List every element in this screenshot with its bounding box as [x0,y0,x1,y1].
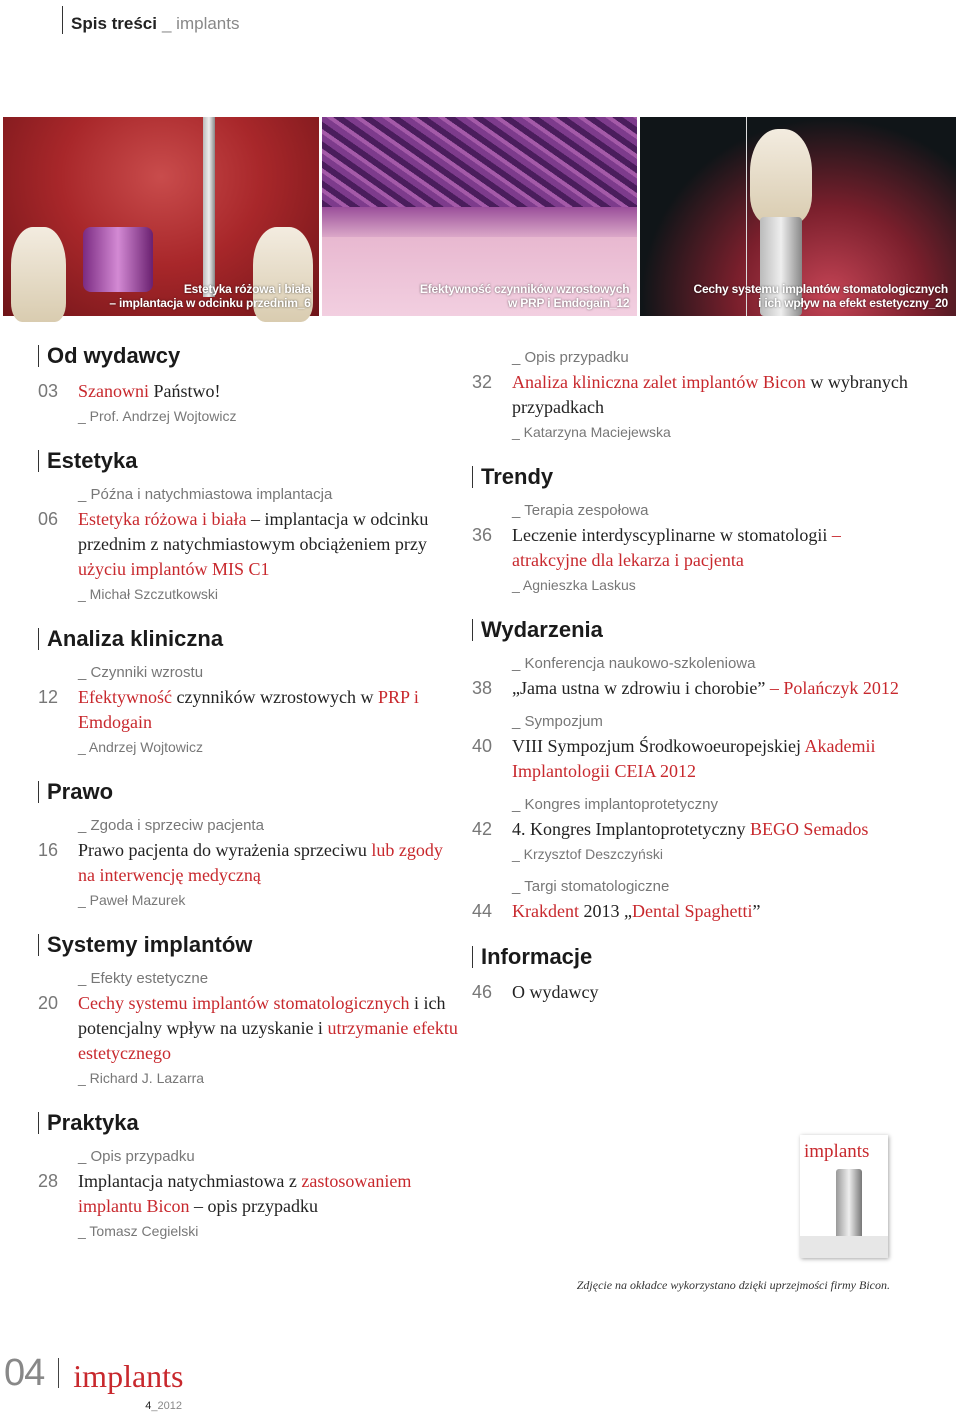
title-text: – opis przypadku [189,1196,318,1216]
entry-body [78,507,458,606]
entry-kicker: _ Zgoda i sprzeciw pacjenta [78,817,264,834]
page-header [62,6,239,34]
photo-caption-line: – implantacja w odcinku przednim_6 [109,296,311,310]
title-highlight: Cechy systemu implantów stomatologicznych [78,993,410,1013]
section-title: Estetyka [38,450,458,472]
title-highlight: utrzymanie efektu estetycznego [78,1018,458,1063]
title-text: i ich potencjalny wpływ na uzyskanie i [78,993,446,1038]
section-trendy [472,466,912,597]
photo-caption-line: Estetyka różowa i biała [183,282,311,296]
entry-title [512,370,912,420]
section-systemy-implantow [38,934,458,1090]
toc-entry[interactable] [472,734,912,784]
entry-author: _ Agnieszka Laskus [512,577,636,593]
entry-kicker: _ Terapia zespołowa [512,502,649,519]
entry-body [78,1169,458,1243]
toc-entry[interactable] [38,1169,458,1243]
photo-caption-line: w PRP i Emdogain_12 [507,296,630,310]
crown-shape [750,129,812,224]
title-highlight: Efektywność [78,687,172,707]
section-od-wydawcy [38,345,458,428]
entry-title: O wydawcy [512,982,599,1002]
magazine-cover-thumbnail [800,1135,888,1258]
entry-body [512,980,912,1005]
title-highlight: użyciu implantów MIS C1 [78,559,270,579]
toc-entry[interactable] [472,899,912,924]
title-text: 4. Kongres Implantoprotetyczny [512,819,750,839]
toc-entry[interactable] [472,980,912,1005]
entry-author: _ Paweł Mazurek [78,892,186,908]
cover-caption: Zdjęcie na okładce wykorzystano dzięki uprzejmości firmy Bicon. [576,1278,890,1292]
title-highlight: lub zgody na interwencję medyczną [78,840,443,885]
section-title: Trendy [472,466,912,488]
entry-body [78,379,458,428]
entry-title [78,991,458,1066]
photo-caption [693,282,948,310]
title-highlight: Akademii Implantologii CEIA 2012 [512,736,876,781]
title-text: Państwo! [149,381,221,401]
section-title: Analiza kliniczna [38,628,458,650]
entry-title [78,685,458,735]
toc-entry[interactable] [472,523,912,597]
section-title: Systemy implantów [38,934,458,956]
entry-body [512,899,912,924]
page-number: 44 [472,901,493,921]
page-number: 42 [472,819,493,839]
entry-title [512,899,912,924]
entry-body [512,370,912,444]
footer-page-number: 04 [4,1352,45,1394]
page-number: 36 [472,525,493,545]
cover-footer-bar [800,1236,888,1258]
title-text: ” [752,901,761,921]
page-number: 12 [38,687,59,707]
section-wydarzenia [472,619,912,924]
section-title: Wydarzenia [472,619,912,641]
entry-author: _ Krzysztof Deszczyński [512,846,663,862]
footer-issue-number: 4 [145,1400,152,1412]
entry-author: _ Katarzyna Maciejewska [512,424,671,440]
toc-right-column [472,345,912,1027]
entry-kicker: _ Kongres implantoprotetyczny [512,796,718,813]
entry-body [512,676,912,701]
entry-kicker: _ Czynniki wzrostu [78,664,204,681]
toc-entry[interactable] [472,676,912,701]
entry-body [78,685,458,759]
section-praktyka [38,1112,458,1243]
entry-title [512,523,912,573]
footer-brand-text: implants [73,1358,184,1394]
title-highlight: Estetyka różowa i biała [78,509,247,529]
section-opis-przypadku [472,347,912,444]
page-number: 06 [38,509,59,529]
entry-title [512,817,912,842]
footer-issue-year: _2012 [151,1400,182,1412]
photo-caption [420,282,629,310]
page-number: 28 [38,1171,59,1191]
instrument-shape [203,117,215,297]
entry-title [78,1169,458,1219]
entry-body [512,734,912,784]
page-number: 32 [472,372,493,392]
title-text: 2013 „ [578,901,632,921]
title-highlight: Analiza kliniczna zalet implantów Bicon [512,372,806,392]
entry-kicker: _ Targi stomatologiczne [512,878,670,895]
entry-author: _ Michał Szczutkowski [78,586,219,602]
title-text: „Jama ustna w zdrowiu i chorobie” [512,678,770,698]
cover-title: implants [804,1141,870,1162]
page-number: 20 [38,993,59,1013]
title-text: – implantacja w odcinku przednim z natychmiastowym obciążeniem przy [78,509,429,554]
entry-kicker: _ Opis przypadku [78,1148,195,1165]
entry-author: _ Richard J. Lazarra [78,1070,205,1086]
title-text: Leczenie interdyscyplinarne w stomatologii [512,525,832,545]
page-number: 03 [38,381,59,401]
entry-kicker: _ Opis przypadku [512,349,629,366]
photo-caption-line: Cechy systemu implantów stomatologicznych [693,282,949,296]
tissue-texture [322,207,638,237]
cover-implant-image [836,1169,862,1245]
photo-caption-line: Efektywność czynników wzrostowych [419,282,630,296]
tooth-shape [11,227,66,322]
entry-body [78,838,458,912]
entry-author: _ Andrzej Wojtowicz [78,739,204,755]
title-text: czynników wzrostowych w [171,687,378,707]
entry-body [78,991,458,1090]
entry-body [512,817,912,866]
title-highlight: Krakdent [512,901,579,921]
section-informacje [472,946,912,1005]
title-highlight: zastosowaniem implantu Bicon [78,1171,412,1216]
footer-divider [58,1358,59,1388]
entry-author: _ Prof. Andrzej Wojtowicz [78,408,237,424]
title-highlight: Dental Spaghetti [631,901,753,921]
title-text: Implantacja natychmiastowa z [78,1171,302,1191]
entry-author: _ Tomasz Cegielski [78,1223,199,1239]
title-highlight: – Polańczyk 2012 [769,678,899,698]
photo-caption [109,282,310,310]
section-title: Praktyka [38,1112,458,1134]
title-highlight: PRP i Emdogain [78,687,419,732]
entry-kicker: _ Efekty estetyczne [78,970,209,987]
toc-entry[interactable] [38,379,458,428]
title-text: Prawo pacjenta do wyrażenia sprzeciwu [78,840,372,860]
photo-implant-abutment [3,117,319,316]
page-number: 40 [472,736,493,756]
toc-entry[interactable] [38,838,458,912]
entry-kicker: _ Późna i natychmiastowa implantacja [78,486,333,503]
title-text: w wybranych przypadkach [512,372,908,417]
entry-kicker: _ Konferencja naukowo-szkoleniowa [512,655,756,672]
header-subtitle: _ implants [162,14,240,33]
entry-title [78,379,458,404]
photo-histology [322,117,638,316]
entry-title [78,507,458,582]
footer-issue [145,1390,182,1422]
page-footer [4,1348,184,1412]
photo-implant-illustration [640,117,956,316]
tissue-texture [322,117,638,207]
section-title: Prawo [38,781,458,803]
section-title: Od wydawcy [38,345,458,367]
toc-entry[interactable] [472,370,912,444]
photo-caption-line: i ich wpływ na efekt estetyczny_20 [758,296,949,310]
section-estetyka [38,450,458,606]
title-text: VIII Sympozjum Środkowoeuropejskiej [512,736,805,756]
toc-entry[interactable] [38,991,458,1090]
section-prawo [38,781,458,912]
entry-body [512,523,912,597]
photo-strip [3,117,956,316]
entry-title [512,676,912,701]
entry-title [78,838,458,888]
header-title: Spis treści [71,14,157,33]
section-analiza-kliniczna [38,628,458,759]
page-number: 38 [472,678,493,698]
page-number: 16 [38,840,59,860]
section-title: Informacje [472,946,912,968]
toc-entry[interactable] [38,685,458,759]
title-highlight: Szanowni [78,381,149,401]
toc-left-column [38,345,458,1265]
entry-kicker: _ Sympozjum [512,713,603,730]
page-number: 46 [472,982,493,1002]
entry-title [512,734,912,784]
title-highlight: BEGO Semados [749,819,869,839]
footer-brand [73,1358,184,1412]
toc-entry[interactable] [472,817,912,866]
title-highlight: – atrakcyjne dla lekarza i pacjenta [512,525,841,570]
toc-entry[interactable] [38,507,458,606]
